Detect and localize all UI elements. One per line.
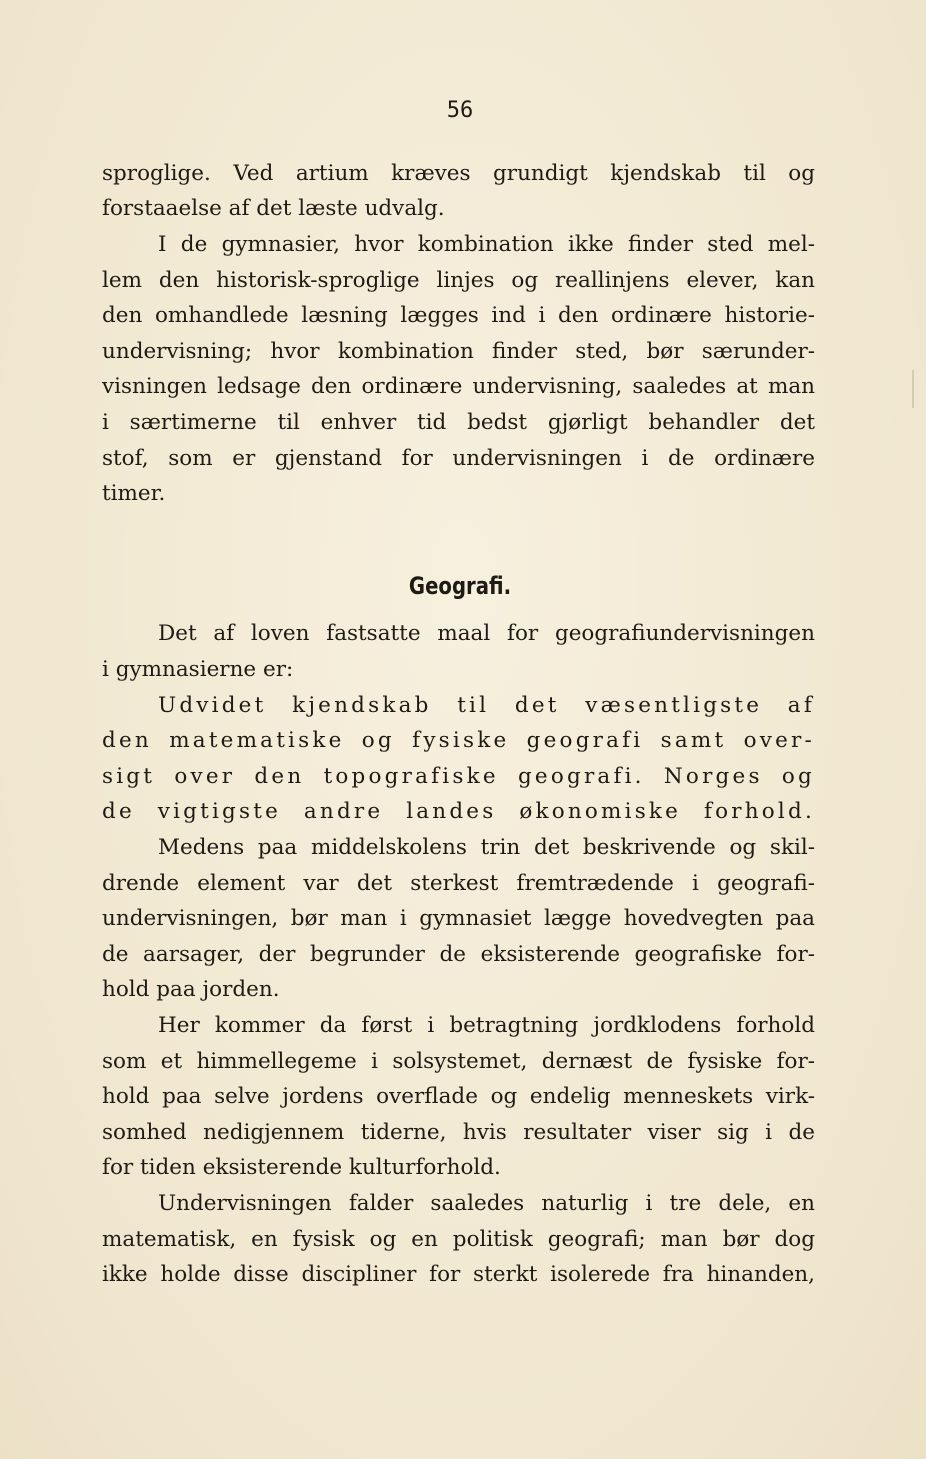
- text-line: den matematiske og fysiske geografi samt over-: [102, 728, 815, 753]
- text-line: i gymnasierne er:: [102, 657, 294, 682]
- text-line: undervisning; hvor kombination finder sted, bør særunder-: [102, 339, 815, 364]
- text-line: matematisk, en fysisk og en politisk geografi; man bør dog: [102, 1227, 815, 1252]
- text-line: den omhandlede læsning lægges ind i den ordinære historie-: [102, 303, 815, 328]
- text-line: I de gymnasier, hvor kombination ikke finder sted mel-: [158, 232, 815, 257]
- text-line: Medens paa middelskolens trin det beskrivende og skil-: [158, 835, 815, 860]
- text-line: Undervisningen falder saaledes naturlig i tre dele, en: [158, 1191, 815, 1216]
- text-line: sproglige. Ved artium kræves grundigt kjendskab til og: [102, 161, 815, 186]
- text-line: undervisningen, bør man i gymnasiet lægge hovedvegten paa: [102, 906, 815, 931]
- text-line: som et himmellegeme i solsystemet, dernæst de fysiske for-: [102, 1049, 815, 1074]
- text-line: somhed nedigjennem tiderne, hvis resultater viser sig i de: [102, 1120, 815, 1145]
- text-line: i særtimerne til enhver tid bedst gjørligt behandler det: [102, 410, 815, 435]
- text-line: Her kommer da først i betragtning jordklodens forhold: [158, 1013, 815, 1038]
- text-line: de vigtigste andre landes økonomiske forhold.: [102, 799, 815, 824]
- text-line: ikke holde disse discipliner for sterkt isolerede fra hinanden,: [102, 1262, 815, 1287]
- page-number: 56: [446, 98, 474, 123]
- text-line: stof, som er gjenstand for undervisningen i de ordinære: [102, 446, 815, 471]
- text-line: forstaaelse af det læste udvalg.: [102, 196, 445, 221]
- text-line: de aarsager, der begrunder de eksisterende geografiske for-: [102, 942, 815, 967]
- text-line: visningen ledsage den ordinære undervisning, saaledes at man: [102, 374, 815, 399]
- text-line: Det af loven fastsatte maal for geografiundervisningen: [158, 621, 815, 646]
- text-line: sigt over den topografiske geografi. Norges og: [102, 764, 815, 789]
- text-line: lem den historisk-sproglige linjes og reallinjens elever, kan: [102, 268, 815, 293]
- text-line: hold paa selve jordens overflade og endelig menneskets virk-: [102, 1084, 815, 1109]
- text-line: for tiden eksisterende kulturforhold.: [102, 1155, 501, 1180]
- text-line: Udvidet kjendskab til det væsentligste af: [158, 693, 815, 718]
- text-line: timer.: [102, 481, 166, 506]
- paper-edge-mark: [912, 370, 914, 408]
- text-line: hold paa jorden.: [102, 977, 280, 1002]
- text-line: drende element var det sterkest fremtrædende i geografi-: [102, 871, 815, 896]
- section-heading: Geografi.: [408, 572, 512, 600]
